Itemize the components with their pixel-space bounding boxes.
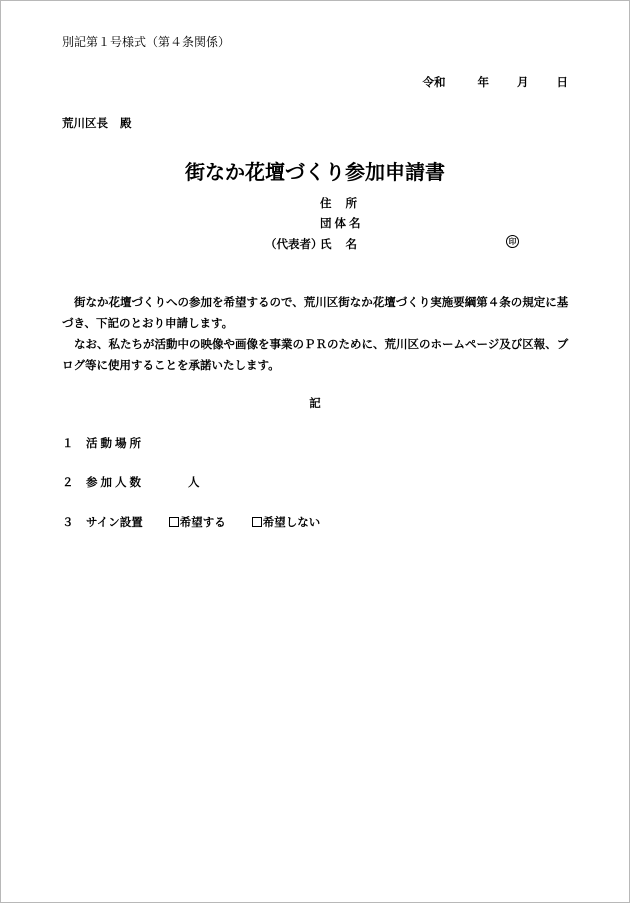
option-want[interactable] (169, 514, 226, 530)
addressee-name: 荒川区長 (62, 116, 108, 130)
item-number: １ (62, 436, 74, 450)
date-line (423, 74, 569, 90)
document-title: 街なか花壇づくり参加申請書 (185, 160, 445, 184)
form-number: 別記第１号様式（第４条関係） (62, 35, 231, 49)
item-label: 活動場所 (86, 436, 144, 450)
option-not-want[interactable] (252, 514, 321, 530)
item-sign-installation (62, 514, 320, 530)
item-participant-count (62, 474, 200, 490)
date-era: 令和 (422, 75, 446, 89)
seal-mark: 印 (506, 235, 519, 248)
group-name-label: 団体名 (320, 216, 364, 230)
item-activity-location (62, 435, 144, 451)
item-label: 参加人数 (86, 475, 144, 489)
item-number: ２ (62, 475, 74, 489)
date-year: 年 (477, 75, 489, 89)
address-label: 住所 (320, 196, 371, 210)
addressee-honorific: 殿 (120, 116, 132, 130)
body-paragraph-2: なお、私たちが活動中の映像や画像を事業のＰＲのために、荒川区のホームページ及び区報、ブログ等に使用することを承諾いたします。 (62, 337, 569, 372)
representative-label: （代表者） (265, 237, 323, 251)
checkbox-not-want[interactable] (252, 517, 262, 527)
body-paragraph-1: 街なか花壇づくりへの参加を希望するので、荒川区街なか花壇づくり実施要綱第４条の規定に基づき、下記のとおり申請します。 (62, 295, 569, 330)
item-label: サイン設置 (86, 515, 143, 529)
addressee (62, 115, 132, 131)
date-day: 日 (556, 75, 568, 89)
option-not-want-label: 希望しない (262, 515, 321, 529)
name-label: 氏名 (320, 237, 371, 251)
date-month: 月 (517, 75, 529, 89)
application-body (62, 292, 570, 376)
item-number: ３ (62, 515, 74, 529)
option-want-label: 希望する (179, 515, 226, 529)
checkbox-want[interactable] (169, 517, 179, 527)
participant-unit: 人 (188, 475, 200, 489)
note-heading: 記 (309, 396, 321, 410)
